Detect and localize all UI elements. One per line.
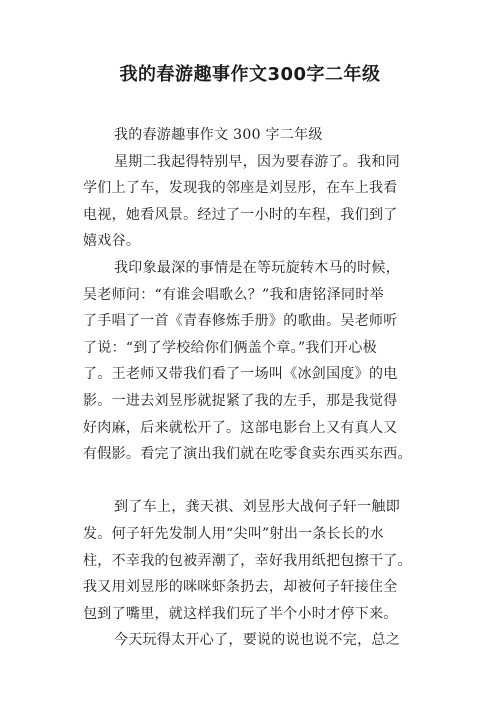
text-line: 包到了嘴里，就这样我们玩了半个小时才停下来。: [83, 605, 398, 622]
text-line: 星期二我起得特别早，因为要春游了。我和同: [114, 153, 400, 170]
text-line: 了。王老师又带我们看了一场叫《冰剑国度》的电: [83, 366, 398, 383]
text-line: 我印象最深的事情是在等玩旋转木马的时候，: [114, 259, 400, 276]
text-line: 我又用刘昱彤的咪咪虾条扔去，却被何子轩接住全: [83, 579, 398, 596]
text-line: 有假影。看完了演出我们就在吃零食卖东西买东西。: [83, 446, 412, 463]
text-line: 学们上了车，发现我的邻座是刘昱彤，在车上我看: [83, 180, 398, 197]
text-line: 发。何子轩先发制人用“尖叫”射出一条长长的水: [83, 525, 384, 542]
text-line: 影。一进去刘昱彤就捉紧了我的左手，那是我觉得: [83, 392, 398, 409]
text-line: 嬉戏谷。: [83, 233, 141, 250]
text-line: 今天玩得太开心了，要说的说也说不完，总之: [114, 632, 400, 649]
text-line: 到了车上，龚天祺、刘昱彤大战何子轩一触即: [114, 499, 400, 516]
document-title: 我的春游趣事作文300字二年级: [119, 64, 381, 85]
text-line: 电视，她看风景。经过了一小时的车程，我们到了: [83, 206, 398, 223]
text-line: 了说：“到了学校给你们俩盖个章。”我们开心极: [83, 339, 377, 356]
document-body: [83, 122, 462, 654]
text-line: 好肉麻，后来就松开了。这部电影台上又有真人又: [83, 419, 398, 436]
paragraph-gap: [112, 468, 462, 495]
text-line: 了手唱了一首《青春修炼手册》的歌曲。吴老师听: [83, 313, 398, 330]
text-line: 柱，不幸我的包被弄潮了，幸好我用纸把包擦干了。: [83, 552, 412, 569]
text-line: 我的春游趣事作文 300 字二年级: [114, 127, 323, 143]
text-line: 吴老师问：“有谁会唱歌么？”我和唐铭泽同时举: [83, 286, 384, 303]
